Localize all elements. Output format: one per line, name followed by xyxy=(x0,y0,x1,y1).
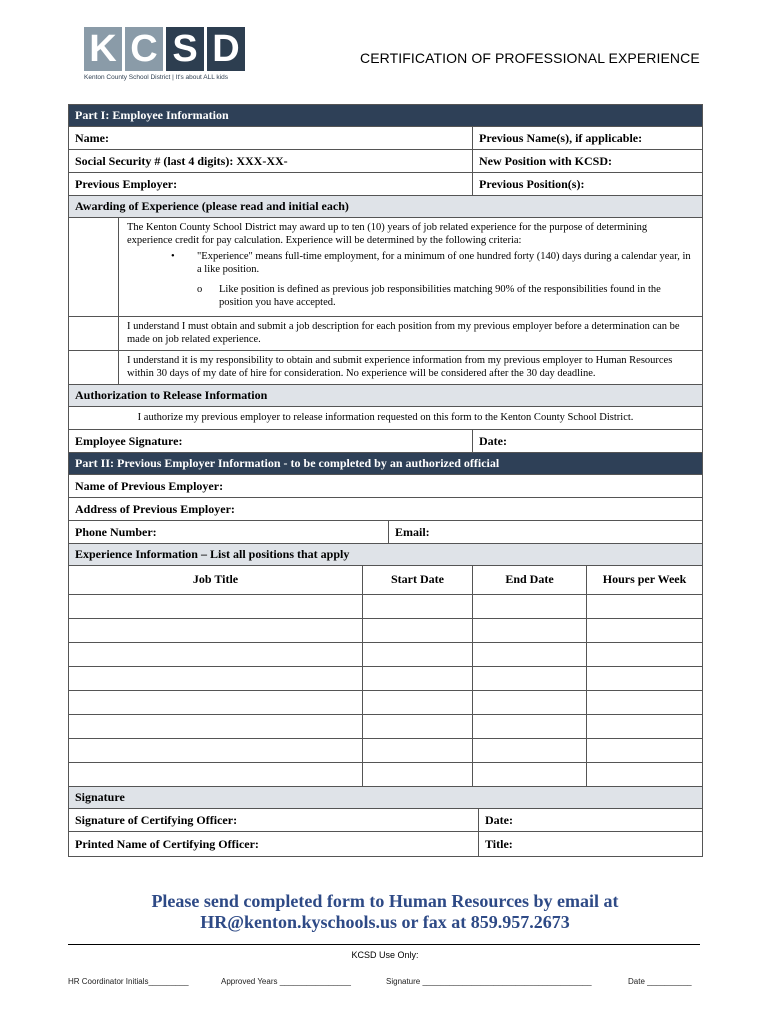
job-title-cell[interactable] xyxy=(69,691,363,715)
certification-form xyxy=(68,104,703,857)
job-title-cell[interactable] xyxy=(69,715,363,739)
certifying-date-field[interactable]: Date: xyxy=(479,809,703,832)
submission-line-2: HR@kenton.kyschools.us or fax at 859.957.2673 xyxy=(200,912,570,932)
col-end-date: End Date xyxy=(473,566,587,595)
email-field[interactable]: Email: xyxy=(389,521,703,544)
table-row xyxy=(69,595,703,619)
start-date-cell[interactable] xyxy=(363,763,473,787)
name-field[interactable]: Name: xyxy=(69,127,473,150)
job-title-cell[interactable] xyxy=(69,643,363,667)
bullet-item xyxy=(171,251,694,276)
certifying-signature-field[interactable]: Signature of Certifying Officer: xyxy=(69,809,479,832)
end-date-cell[interactable] xyxy=(473,691,587,715)
hours-cell[interactable] xyxy=(587,691,703,715)
new-position-field[interactable]: New Position with KCSD: xyxy=(473,150,703,173)
part1-header: Part I: Employee Information xyxy=(69,105,703,127)
hours-cell[interactable] xyxy=(587,667,703,691)
start-date-cell[interactable] xyxy=(363,667,473,691)
hours-cell[interactable] xyxy=(587,763,703,787)
end-date-cell[interactable] xyxy=(473,715,587,739)
signature-header: Signature xyxy=(69,787,703,809)
logo-letter-d: D xyxy=(207,27,245,71)
logo-letter-k: K xyxy=(84,27,122,71)
table-row xyxy=(69,667,703,691)
col-hours-per-week: Hours per Week xyxy=(587,566,703,595)
previous-names-field[interactable]: Previous Name(s), if applicable: xyxy=(473,127,703,150)
end-date-cell[interactable] xyxy=(473,643,587,667)
hours-cell[interactable] xyxy=(587,643,703,667)
initial-box-1[interactable] xyxy=(69,218,119,317)
job-title-cell[interactable] xyxy=(69,667,363,691)
ssn-field[interactable]: Social Security # (last 4 digits): XXX-XX- xyxy=(69,150,473,173)
job-title-cell[interactable] xyxy=(69,595,363,619)
employer-name-field[interactable]: Name of Previous Employer: xyxy=(69,475,703,498)
approved-years-field[interactable]: Approved Years ________________ xyxy=(221,977,351,986)
end-date-cell[interactable] xyxy=(473,763,587,787)
initial-box-2[interactable] xyxy=(69,317,119,351)
sub-bullet-mark: o xyxy=(197,284,203,295)
part2-header: Part II: Previous Employer Information - to be completed by an authorized official xyxy=(69,453,703,475)
sub-bullet-text: Like position is defined as previous job responsibilities matching 90% of the responsibilities found in the position you have accepted. xyxy=(219,284,661,308)
start-date-cell[interactable] xyxy=(363,691,473,715)
experience-header: Experience Information – List all positions that apply xyxy=(69,544,703,566)
submission-line-1: Please send completed form to Human Resources by email at xyxy=(151,891,619,911)
end-date-cell[interactable] xyxy=(473,739,587,763)
bullet-mark: • xyxy=(171,251,175,262)
end-date-cell[interactable] xyxy=(473,595,587,619)
awarding-criteria xyxy=(119,218,703,317)
hours-cell[interactable] xyxy=(587,595,703,619)
hours-cell[interactable] xyxy=(587,739,703,763)
end-date-cell[interactable] xyxy=(473,619,587,643)
authorization-text: I authorize my previous employer to release information requested on this form to the Kenton County School District. xyxy=(69,407,703,430)
kcsd-logo xyxy=(84,27,250,85)
document-title: CERTIFICATION OF PROFESSIONAL EXPERIENCE xyxy=(360,50,700,66)
previous-positions-field[interactable]: Previous Position(s): xyxy=(473,173,703,196)
phone-field[interactable]: Phone Number: xyxy=(69,521,389,544)
sub-bullet-item xyxy=(197,284,694,309)
employee-signature-field[interactable]: Employee Signature: xyxy=(69,430,473,453)
office-signature-field[interactable]: Signature ______________________________________ xyxy=(386,977,592,986)
job-description-statement: I understand I must obtain and submit a job description for each position from my previous employer before a determination can be made on job related experience. xyxy=(119,317,703,351)
logo-letter-c: C xyxy=(125,27,163,71)
office-date-field[interactable]: Date __________ xyxy=(628,977,692,986)
table-row xyxy=(69,715,703,739)
awarding-intro: The Kenton County School District may award up to ten (10) years of job related experience for the purpose of determining experience credit for pay calculation. Experience will be determined by the following criteria: xyxy=(127,222,648,246)
start-date-cell[interactable] xyxy=(363,715,473,739)
col-job-title: Job Title xyxy=(69,566,363,595)
col-start-date: Start Date xyxy=(363,566,473,595)
table-row xyxy=(69,739,703,763)
job-title-cell[interactable] xyxy=(69,763,363,787)
initial-box-3[interactable] xyxy=(69,351,119,385)
employer-address-field[interactable]: Address of Previous Employer: xyxy=(69,498,703,521)
awarding-header: Awarding of Experience (please read and initial each) xyxy=(69,196,703,218)
job-title-cell[interactable] xyxy=(69,619,363,643)
deadline-statement: I understand it is my responsibility to obtain and submit experience information from my previous employer to Human Resources within 30 days of my date of hire for consideration. No experience will be considered after the 30 day deadline. xyxy=(119,351,703,385)
table-row xyxy=(69,619,703,643)
logo-letters xyxy=(84,27,250,71)
start-date-cell[interactable] xyxy=(363,619,473,643)
footer-divider xyxy=(68,944,700,945)
printed-name-field[interactable]: Printed Name of Certifying Officer: xyxy=(69,832,479,857)
previous-employer-field[interactable]: Previous Employer: xyxy=(69,173,473,196)
kcsd-use-only-label: KCSD Use Only: xyxy=(351,950,419,960)
start-date-cell[interactable] xyxy=(363,643,473,667)
hours-cell[interactable] xyxy=(587,619,703,643)
table-row xyxy=(69,763,703,787)
start-date-cell[interactable] xyxy=(363,595,473,619)
table-row xyxy=(69,691,703,715)
hr-initials-field[interactable]: HR Coordinator Initials_________ xyxy=(68,977,189,986)
hours-cell[interactable] xyxy=(587,715,703,739)
end-date-cell[interactable] xyxy=(473,667,587,691)
job-title-cell[interactable] xyxy=(69,739,363,763)
employee-date-field[interactable]: Date: xyxy=(473,430,703,453)
logo-tagline: Kenton County School District | It's about ALL kids xyxy=(84,74,228,81)
title-field[interactable]: Title: xyxy=(479,832,703,857)
logo-letter-s: S xyxy=(166,27,204,71)
table-row xyxy=(69,643,703,667)
bullet-text: "Experience" means full-time employment, for a minimum of one hundred forty (140) days during a calendar year, in a like position. xyxy=(197,251,691,275)
submission-instructions xyxy=(0,891,770,933)
start-date-cell[interactable] xyxy=(363,739,473,763)
authorization-header: Authorization to Release Information xyxy=(69,385,703,407)
